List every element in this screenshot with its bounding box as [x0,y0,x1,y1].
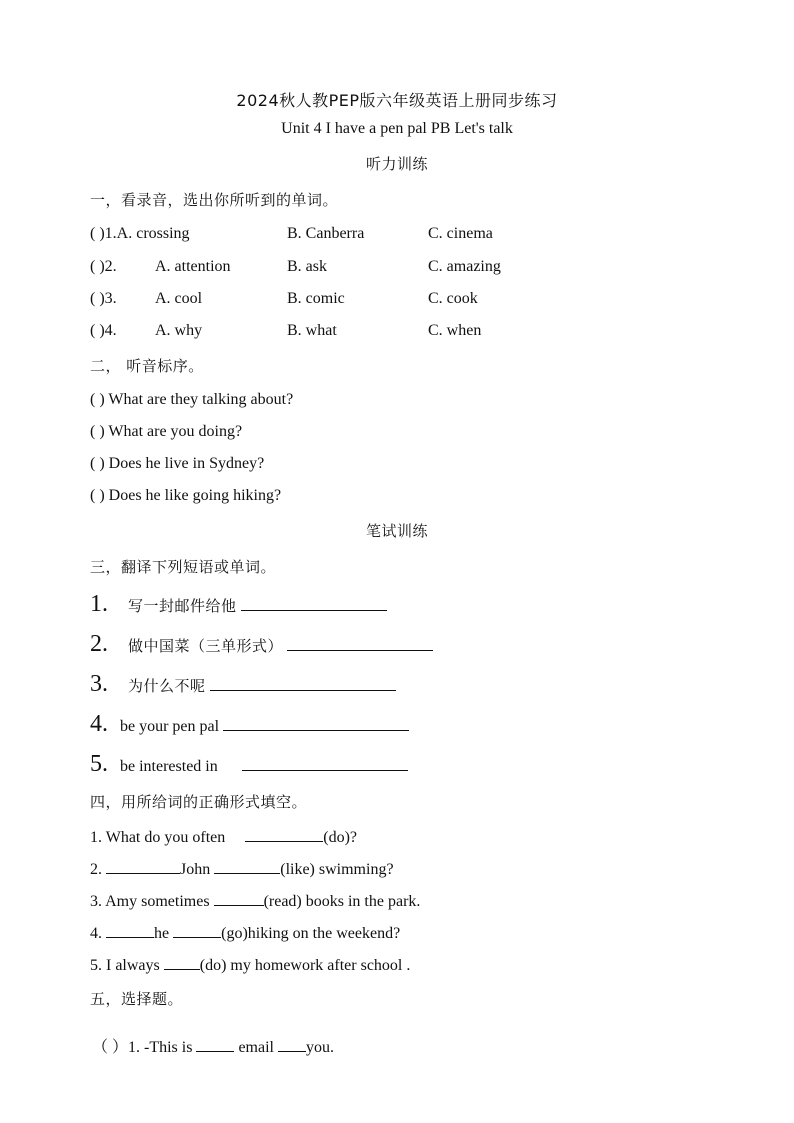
option-a: A. attention [155,258,231,275]
sentence-part: 1. What do you often [90,829,226,846]
unit-subtitle: Unit 4 I have a pen pal PB Let's talk [281,120,513,137]
item-number: 2. [90,631,108,657]
translation-item [90,671,396,698]
section4-heading: 四，用所给词的正确形式填空。 [90,793,308,811]
translation-item [90,751,408,778]
translation-item [90,711,409,738]
answer-blank[interactable] [278,1037,306,1052]
ordering-item: ( ) What are you doing? [90,423,243,440]
item-text: be your pen pal [120,718,220,735]
answer-blank[interactable] [245,827,323,842]
translation-item [90,591,387,618]
option-c: C. cook [428,290,478,307]
sentence-part: 3. Amy sometimes [90,893,210,910]
sentence-part: (do)? [323,829,357,846]
answer-blank[interactable] [242,756,408,771]
answer-blank[interactable] [106,923,154,938]
translation-item [90,631,433,658]
answer-blank[interactable] [106,859,180,874]
sentence-part: (read) books in the park. [263,893,421,910]
item-number: 3. [90,671,108,697]
sentence-part: John [180,861,211,878]
item-text: 为什么不呢 [128,677,206,695]
option-a: A. cool [155,290,203,307]
sentence-part: （ ）1. -This is [92,1039,193,1056]
answer-blank[interactable] [196,1037,234,1052]
option-c: C. when [428,322,482,339]
sentence-part: (like) swimming? [280,861,394,878]
ordering-item: ( ) Does he like going hiking? [90,487,282,504]
fill-blank-item [90,859,394,879]
ordering-item: ( ) What are they talking about? [90,391,294,408]
answer-blank[interactable] [287,636,433,651]
option-b: B. what [287,322,337,339]
fill-blank-item [90,827,357,847]
sentence-part: 4. [90,925,102,942]
sentence-part: you. [306,1039,334,1056]
section3-heading: 三，翻译下列短语或单词。 [90,558,277,576]
choice-question [92,1034,334,1057]
question-prefix: ( )3. [90,290,117,307]
item-text: 做中国菜（三单形式） [128,637,284,655]
fill-blank-item [90,955,410,975]
item-text: 写一封邮件给他 [128,597,237,615]
answer-blank[interactable] [214,859,280,874]
item-text: be interested in [120,758,218,775]
sentence-part: email [238,1039,274,1056]
section1-heading: 一，看录音，选出你所听到的单词。 [90,191,339,209]
answer-blank[interactable] [164,955,200,970]
item-number: 5. [90,751,108,777]
fill-blank-item [90,891,420,911]
sentence-part: 2. [90,861,102,878]
section5-heading: 五，选择题。 [90,990,184,1008]
answer-blank[interactable] [214,891,264,906]
answer-blank[interactable] [210,676,396,691]
question-prefix: ( )4. [90,322,117,339]
section2-heading: 二， 听音标序。 [90,357,204,375]
option-b: B. ask [287,258,327,275]
sentence-part: (go)hiking on the weekend? [221,925,401,942]
ordering-item: ( ) Does he live in Sydney? [90,455,265,472]
question-prefix: ( )2. [90,258,117,275]
option-b: B. comic [287,290,345,307]
writing-heading: 笔试训练 [365,522,428,540]
sentence-part: he [154,925,170,942]
item-number: 4. [90,711,108,737]
option-a: A. why [155,322,203,339]
sentence-part: 5. I always [90,957,160,974]
listening-heading: 听力训练 [365,155,428,173]
item-number: 1. [90,591,108,617]
sentence-part: (do) my homework after school . [199,957,411,974]
option-c: C. amazing [428,258,501,275]
answer-blank[interactable] [241,596,387,611]
option-b: B. Canberra [287,225,365,242]
worksheet-title: 2024秋人教PEP版六年级英语上册同步练习 [236,91,558,110]
fill-blank-item [90,923,400,943]
question-prefix: ( )1.A. crossing [90,225,190,242]
answer-blank[interactable] [173,923,221,938]
answer-blank[interactable] [223,716,409,731]
option-c: C. cinema [428,225,493,242]
